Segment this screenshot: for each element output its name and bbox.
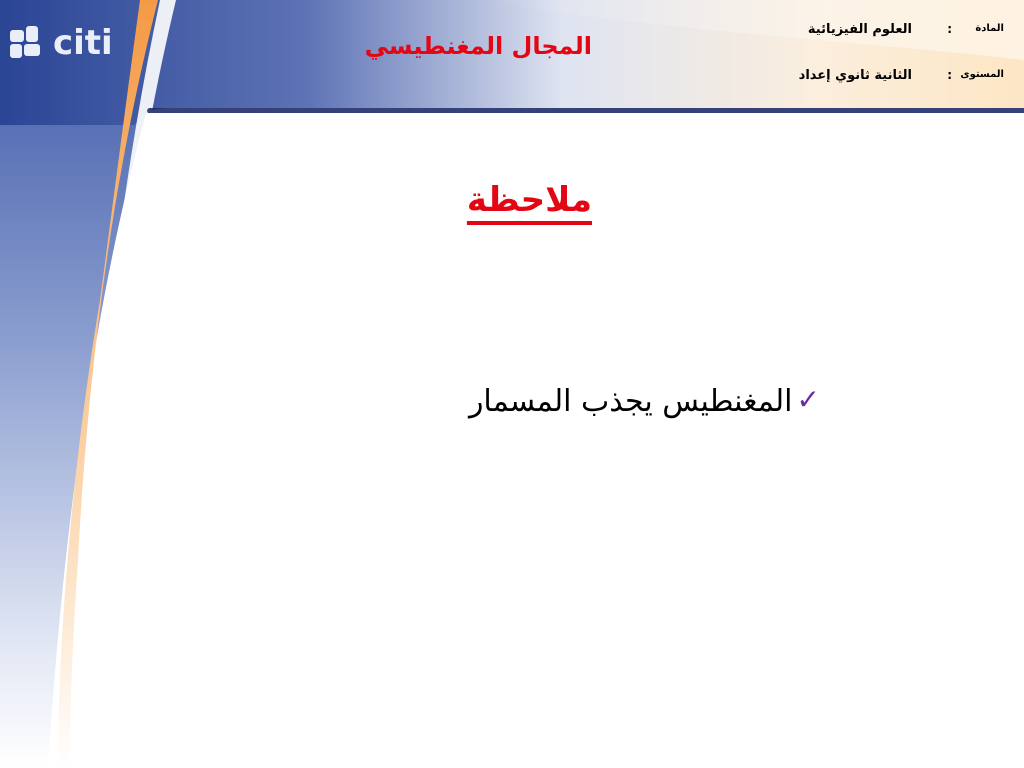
logo-mark-icon	[8, 24, 48, 64]
bullet-text: المغنطيس يجذب المسمار	[468, 384, 793, 419]
note-heading: ملاحظة	[466, 180, 592, 220]
level-colon: :	[947, 68, 952, 82]
logo-text: citi	[53, 23, 113, 63]
subject-value: العلوم الفيزيائية	[807, 22, 912, 37]
subject-row	[764, 22, 1024, 40]
citi-logo	[8, 18, 126, 66]
level-label: المستوى	[960, 69, 1004, 80]
bullet-item	[469, 378, 820, 424]
slide-title: المجال المغنطيسي	[364, 32, 592, 60]
level-row	[764, 68, 1024, 86]
subject-colon: :	[947, 22, 952, 36]
subject-label: المادة	[975, 23, 1004, 34]
level-value: الثانية ثانوي إعداد	[798, 68, 912, 83]
checkmark-icon: ✓	[796, 383, 820, 416]
